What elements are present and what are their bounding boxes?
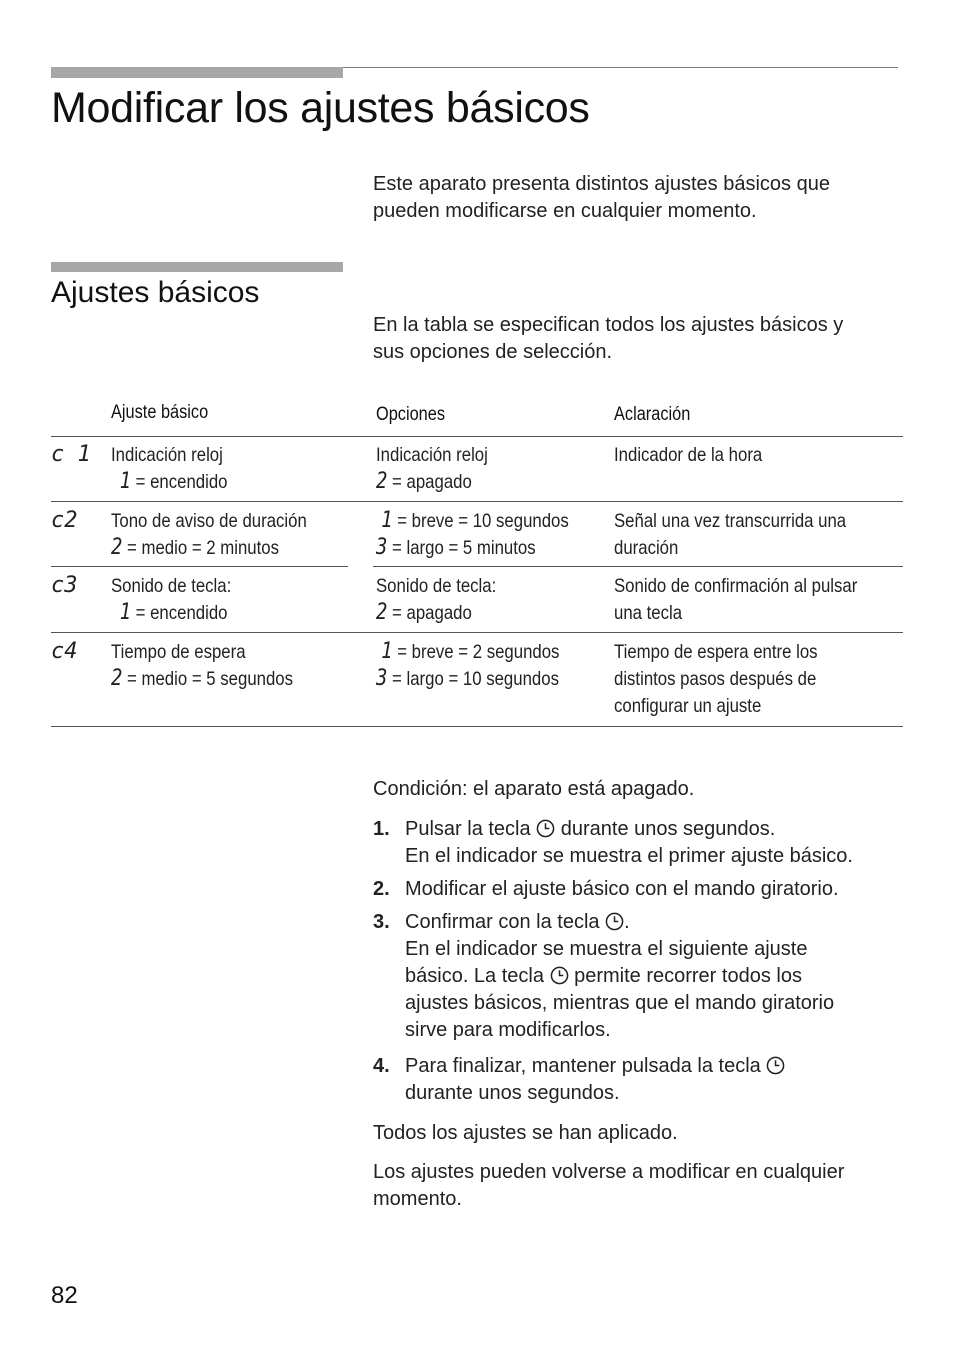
row1-explanation-line1: Indicador de la hora <box>614 444 763 466</box>
display-digit: 2 <box>111 535 123 560</box>
closing-line-2: momento. <box>373 1188 462 1210</box>
intro-line-1: Este aparato presenta distintos ajustes básicos que <box>373 173 830 195</box>
row1-options <box>376 442 488 496</box>
row3-options <box>376 573 496 627</box>
display-digit: 2 <box>376 600 388 625</box>
step-text: Pulsar la tecla durante unos segundos. En el indicador se muestra el primer ajuste básico. <box>405 818 853 867</box>
row1-options-line1: Indicación reloj <box>376 444 488 466</box>
setting-code-c3: c3 <box>51 573 78 598</box>
display-digit: 1 <box>119 469 131 494</box>
page-number: 82 <box>51 1282 78 1309</box>
row2-basic-line1: Tono de aviso de duración <box>111 510 307 532</box>
closing-paragraph <box>373 1159 913 1213</box>
section-title: Ajustes básicos <box>51 276 260 309</box>
step-text: Modificar el ajuste básico con el mando giratorio. <box>405 878 839 900</box>
result-text: Todos los ajustes se han aplicado. <box>373 1122 678 1144</box>
clock-icon <box>550 966 569 985</box>
display-digit: 3 <box>376 535 388 560</box>
clock-icon <box>536 819 555 838</box>
condition-text: Condición: el aparato está apagado. <box>373 778 695 800</box>
row4-explanation-line1: Tiempo de espera entre los <box>614 641 818 663</box>
step-3 <box>373 909 903 1044</box>
row-divider <box>51 632 903 633</box>
row3-options-line1: Sonido de tecla: <box>376 575 497 597</box>
intro-line-2: pueden modificarse en cualquier momento. <box>373 200 757 222</box>
step-1 <box>373 816 903 870</box>
display-digit: 2 <box>111 666 123 691</box>
section-intro-line-1: En la tabla se especifican todos los ajustes básicos y <box>373 314 844 336</box>
row4-options-line2: 3 = largo = 10 segundos <box>376 666 559 691</box>
row2-explanation-line1: Señal una vez transcurrida una <box>614 510 847 532</box>
row-divider <box>51 501 903 502</box>
step-number: 1. <box>373 818 390 840</box>
row2-options <box>376 508 569 562</box>
setting-code-c4: c4 <box>51 639 78 664</box>
row1-basic-line1: Indicación reloj <box>111 444 223 466</box>
table-header-basic: Ajuste básico <box>111 402 209 423</box>
row1-basic-line2: 1 = encendido <box>119 469 228 494</box>
row4-options <box>376 639 559 693</box>
step-number: 2. <box>373 878 390 900</box>
clock-icon <box>766 1056 785 1075</box>
row3-explanation-line1: Sonido de confirmación al pulsar <box>614 575 858 597</box>
step-4 <box>373 1053 903 1107</box>
row1-basic <box>111 442 228 496</box>
row2-explanation-line2: duración <box>614 537 679 559</box>
row4-explanation-line2: distintos pasos después de <box>614 668 817 690</box>
row2-options-line1: 1 = breve = 10 segundos <box>381 508 569 533</box>
step-number: 4. <box>373 1055 390 1077</box>
table-bottom-rule <box>51 726 903 727</box>
table-header-options: Opciones <box>376 404 446 425</box>
row4-basic <box>111 639 293 693</box>
closing-line-1: Los ajustes pueden volverse a modificar en cualquier <box>373 1161 845 1183</box>
display-digit: 1 <box>381 508 393 533</box>
step-text: Confirmar con la tecla . En el indicador se muestra el siguiente ajuste básico. La tecla permite recorrer todos los ajustes básicos, mientras que el mando giratorio sirve para modificarlos. <box>405 911 835 1041</box>
row2-explanation <box>614 508 846 562</box>
step-2 <box>373 876 903 903</box>
row2-basic-line2: 2 = medio = 2 minutos <box>111 535 280 560</box>
row1-options-line2: 2 = apagado <box>376 469 472 494</box>
step-text: Para finalizar, mantener pulsada la tecla durante unos segundos. <box>405 1053 903 1107</box>
page-title: Modificar los ajustes básicos <box>51 84 590 132</box>
row4-options-line1: 1 = breve = 2 segundos <box>381 639 560 664</box>
row4-basic-line1: Tiempo de espera <box>111 641 246 663</box>
row2-basic <box>111 508 307 562</box>
row2-options-line2: 3 = largo = 5 minutos <box>376 535 536 560</box>
row3-basic <box>111 573 231 627</box>
row3-explanation-line2: una tecla <box>614 602 683 624</box>
table-header-explanation: Aclaración <box>614 404 691 425</box>
row-divider <box>51 566 348 567</box>
row3-basic-line1: Sonido de tecla: <box>111 575 232 597</box>
display-digit: 1 <box>119 600 131 625</box>
section-intro-line-2: sus opciones de selección. <box>373 341 613 363</box>
clock-icon <box>605 912 624 931</box>
step-number: 3. <box>373 911 390 933</box>
row4-basic-line2: 2 = medio = 5 segundos <box>111 666 294 691</box>
setting-code-c2: c2 <box>51 508 78 533</box>
row4-explanation <box>614 639 818 720</box>
setting-code-c1: c 1 <box>51 442 91 467</box>
row-divider <box>373 566 903 567</box>
row3-options-line2: 2 = apagado <box>376 600 472 625</box>
row1-explanation <box>614 442 762 469</box>
row3-basic-line2: 1 = encendido <box>119 600 228 625</box>
display-digit: 3 <box>376 666 388 691</box>
display-digit: 1 <box>381 639 393 664</box>
row3-explanation <box>614 573 857 627</box>
table-header-rule <box>51 436 903 437</box>
row4-explanation-line3: configurar un ajuste <box>614 695 762 717</box>
display-digit: 2 <box>376 469 388 494</box>
